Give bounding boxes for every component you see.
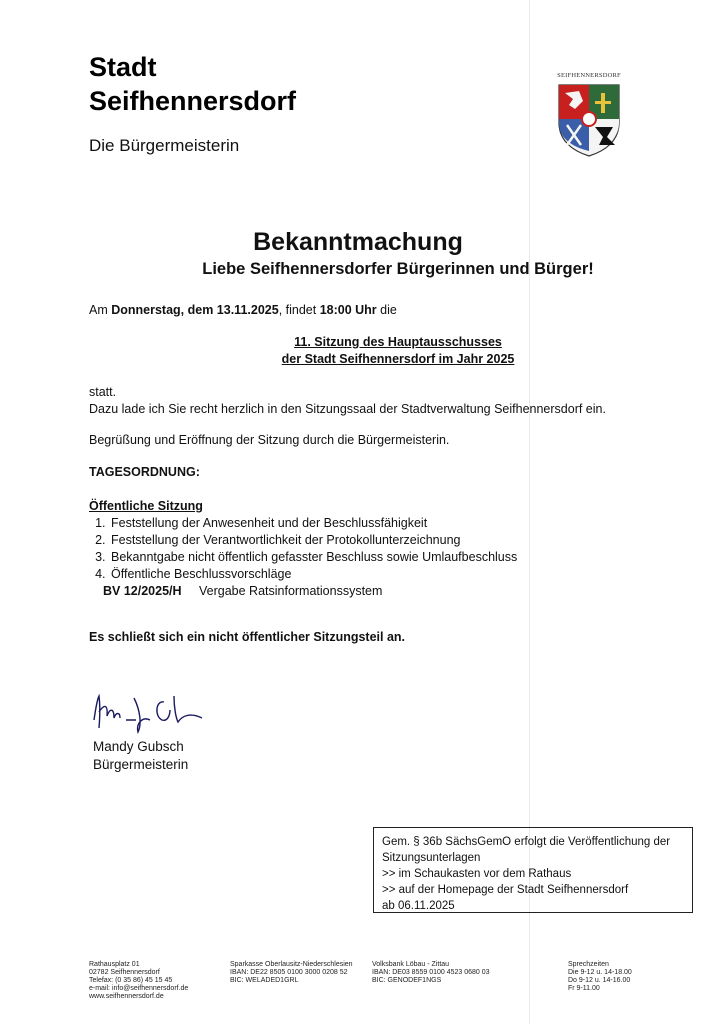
agenda-item: 2. Feststellung der Verantwortlichkeit der Protokollunterzeichnung bbox=[109, 532, 517, 549]
notice-line: >> auf der Homepage der Stadt Seifhennersdorf bbox=[382, 884, 629, 896]
footer-address bbox=[89, 961, 188, 1001]
announcement-title: Bekanntmachung bbox=[253, 228, 463, 256]
agenda-item: 1. Feststellung der Anwesenheit und der Beschlussfähigkeit bbox=[109, 515, 517, 532]
city-crest bbox=[553, 72, 625, 162]
footer-bank-sparkasse bbox=[230, 961, 353, 985]
footer-bank-volksbank bbox=[372, 961, 490, 985]
notice-line: Gem. § 36b SächsGemO erfolgt die Veröffentlichung der bbox=[382, 836, 671, 848]
footer-line: 02782 Seifhennersdorf bbox=[89, 969, 160, 976]
signatory-role: Bürgermeisterin bbox=[93, 757, 189, 772]
footer-line: Sparkasse Oberlausitz-Niederschlesien bbox=[230, 961, 353, 968]
notice-line: ab 06.11.2025 bbox=[382, 900, 455, 912]
footer-line: Telefax: (0 35 86) 45 15 45 bbox=[89, 977, 173, 984]
closing-note: Es schließt sich ein nicht öffentlicher Sitzungsteil an. bbox=[89, 630, 406, 644]
meeting-date: Donnerstag, dem 13.11.2025 bbox=[111, 303, 279, 317]
notice-line: Sitzungsunterlagen bbox=[382, 852, 481, 864]
footer-line: Volksbank Löbau - Zittau bbox=[372, 961, 450, 968]
footer-line: Rathausplatz 01 bbox=[89, 961, 140, 968]
session-title-line1: 11. Sitzung des Hauptausschusses bbox=[294, 335, 502, 349]
footer-line: Sprechzeiten bbox=[568, 961, 609, 968]
handwritten-signature bbox=[90, 690, 210, 738]
city-name-line1: Stadt bbox=[89, 52, 157, 82]
resolution-row bbox=[89, 583, 517, 600]
resolution-text: Vergabe Ratsinformationssystem bbox=[199, 584, 383, 598]
city-name-line2: Seifhennersdorf bbox=[89, 86, 297, 116]
meeting-intro bbox=[89, 302, 397, 319]
footer-line: Do 9-12 u. 14-16.00 bbox=[568, 977, 631, 984]
public-session-heading: Öffentliche Sitzung bbox=[89, 499, 203, 513]
agenda-item: 4. Öffentliche Beschlussvorschläge bbox=[109, 566, 517, 583]
invitation-text: Dazu lade ich Sie recht herzlich in den Sitzungssaal der Stadtverwaltung Seifhennersdorf ein. bbox=[89, 402, 606, 416]
agenda-heading: TAGESORDNUNG: bbox=[89, 465, 200, 479]
city-name bbox=[89, 50, 296, 118]
crest-label: SEIFHENNERSDORF bbox=[557, 72, 621, 79]
footer-office-hours bbox=[568, 961, 632, 993]
office-title: Die Bürgermeisterin bbox=[89, 136, 240, 155]
footer-line: BIC: WELADED1GRL bbox=[230, 977, 299, 984]
session-title-line2: der Stadt Seifhennersdorf im Jahr 2025 bbox=[281, 352, 515, 366]
signatory-name: Mandy Gubsch bbox=[93, 739, 184, 754]
signature-block bbox=[93, 738, 188, 774]
coat-of-arms-icon bbox=[553, 79, 625, 157]
notice-line: >> im Schaukasten vor dem Rathaus bbox=[382, 868, 572, 880]
welcome-text: Begrüßung und Eröffnung der Sitzung durch die Bürgermeisterin. bbox=[89, 433, 450, 447]
footer-line: www.seifhennersdorf.de bbox=[89, 993, 164, 1000]
footer-line: IBAN: DE03 8559 0100 4523 0680 03 bbox=[372, 969, 490, 976]
intro-suffix: die bbox=[376, 303, 397, 317]
intro-middle: , findet bbox=[278, 303, 320, 317]
footer-line: Die 9-12 u. 14-18.00 bbox=[568, 969, 632, 976]
meeting-time: 18:00 Uhr bbox=[319, 303, 377, 317]
footer-line: Fr 9-11.00 bbox=[568, 985, 600, 992]
announcement-greeting: Liebe Seifhennersdorfer Bürgerinnen und Bürger! bbox=[202, 260, 594, 278]
agenda-item: 3. Bekanntgabe nicht öffentlich gefasster Beschluss sowie Umlaufbeschluss bbox=[109, 549, 517, 566]
agenda-list bbox=[89, 515, 517, 600]
statt-text: statt. bbox=[89, 385, 117, 399]
publication-notice-box bbox=[373, 827, 693, 913]
footer-line: e-mail: info@seifhennersdorf.de bbox=[89, 985, 189, 992]
resolution-code: BV 12/2025/H bbox=[103, 584, 182, 598]
footer-line: BIC: GENODEF1NGS bbox=[372, 977, 442, 984]
footer-line: IBAN: DE22 8505 0100 3000 0208 52 bbox=[230, 969, 348, 976]
intro-prefix: Am bbox=[89, 303, 112, 317]
